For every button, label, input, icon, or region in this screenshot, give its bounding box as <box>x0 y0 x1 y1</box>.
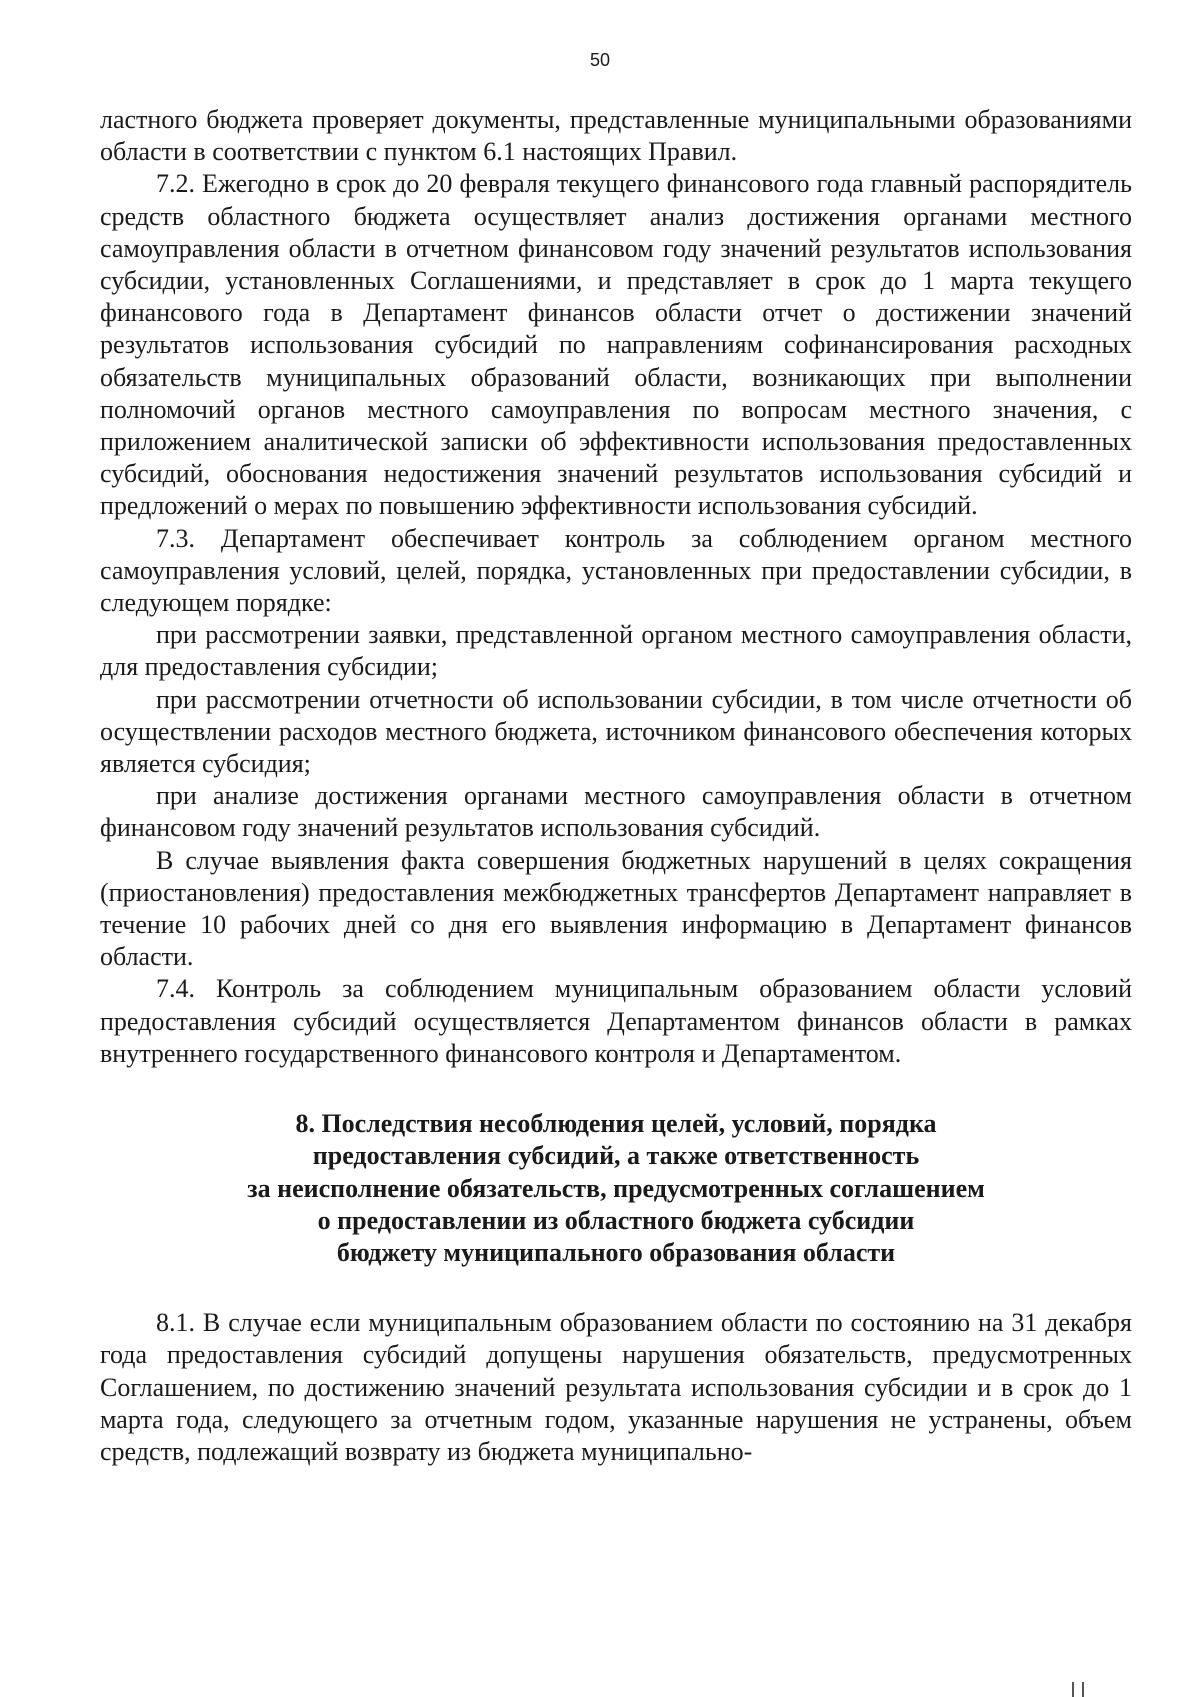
document-body <box>100 104 1132 1468</box>
section-heading-line: за неисполнение обязательств, предусмотренных соглашением <box>247 1173 985 1203</box>
section-heading-line: 8. Последствия несоблюдения целей, условий, порядка <box>295 1109 937 1139</box>
paragraph-7-2: 7.2. Ежегодно в срок до 20 февраля текущего финансового года главный распорядитель средств областного бюджета осуществляет анализ достижения органами местного самоуправления области в отчетном финансовом году значений результатов использования субсидии, установленных Соглашениями, и представляет в срок до 1 марта текущего финансового года в Департамент финансов области отчет о достижении значений результатов использования субсидий по направлениям софинансирования расходных обязательств муниципальных образований области, возникающих при выполнении полномочий органов местного самоуправления по вопросам местного значения, с приложением аналитической записки об эффективности использования предоставленных субсидий, обоснования недостижения значений результатов использования субсидий и предложений о мерах по повышению эффективности использования субсидий. <box>100 169 1132 521</box>
section-heading-line: предоставления субсидий, а также ответственность <box>312 1141 920 1171</box>
section-8-heading <box>100 1108 1132 1269</box>
section-heading-line: бюджету муниципального образования области <box>336 1237 896 1267</box>
paragraph-budget-violations: В случае выявления факта совершения бюджетных нарушений в целях сокращения (приостановления) предоставления межбюджетных трансфертов Департамент направляет в течение 10 рабочих дней со дня его выявления информацию в Департамент финансов области. <box>100 845 1132 972</box>
paragraph-7-4: 7.4. Контроль за соблюдением муниципальным образованием области условий предоставления субсидий осуществляется Департаментом финансов области в рамках внутреннего государственного финансового контроля и Департаментом. <box>100 974 1132 1068</box>
paragraph-continuation: ластного бюджета проверяет документы, представленные муниципальными образованиями области в соответствии с пунктом 6.1 настоящих Правил. <box>100 105 1132 167</box>
scan-edge-mark <box>1070 1682 1088 1697</box>
paragraph-control-item-analysis: при анализе достижения органами местного самоуправления области в отчетном финансовом году значений результатов использования субсидий. <box>100 781 1132 843</box>
paragraph-7-3: 7.3. Департамент обеспечивает контроль за соблюдением органом местного самоуправления условий, целей, порядка, установленных при предоставлении субсидии, в следующем порядке: <box>100 523 1132 618</box>
section-heading-line: о предоставлении из областного бюджета субсидии <box>317 1205 915 1235</box>
paragraph-8-1: 8.1. В случае если муниципальным образованием области по состоянию на 31 декабря года предоставления субсидий допущены нарушения обязательств, предусмотренных Соглашением, по достижению значений результата использования субсидии и в срок до 1 марта года, следующего за отчетным годом, указанные нарушения не устранены, объем средств, подлежащий возврату из бюджета муниципально- <box>100 1308 1132 1466</box>
page-number: 50 <box>589 50 611 70</box>
paragraph-control-item-reporting: при рассмотрении отчетности об использовании субсидии, в том числе отчетности об осуществлении расходов местного бюджета, источником финансового обеспечения которых является субсидия; <box>100 684 1132 779</box>
paragraph-control-item-application: при рассмотрении заявки, представленной органом местного самоуправления области, для предоставления субсидии; <box>100 620 1132 682</box>
